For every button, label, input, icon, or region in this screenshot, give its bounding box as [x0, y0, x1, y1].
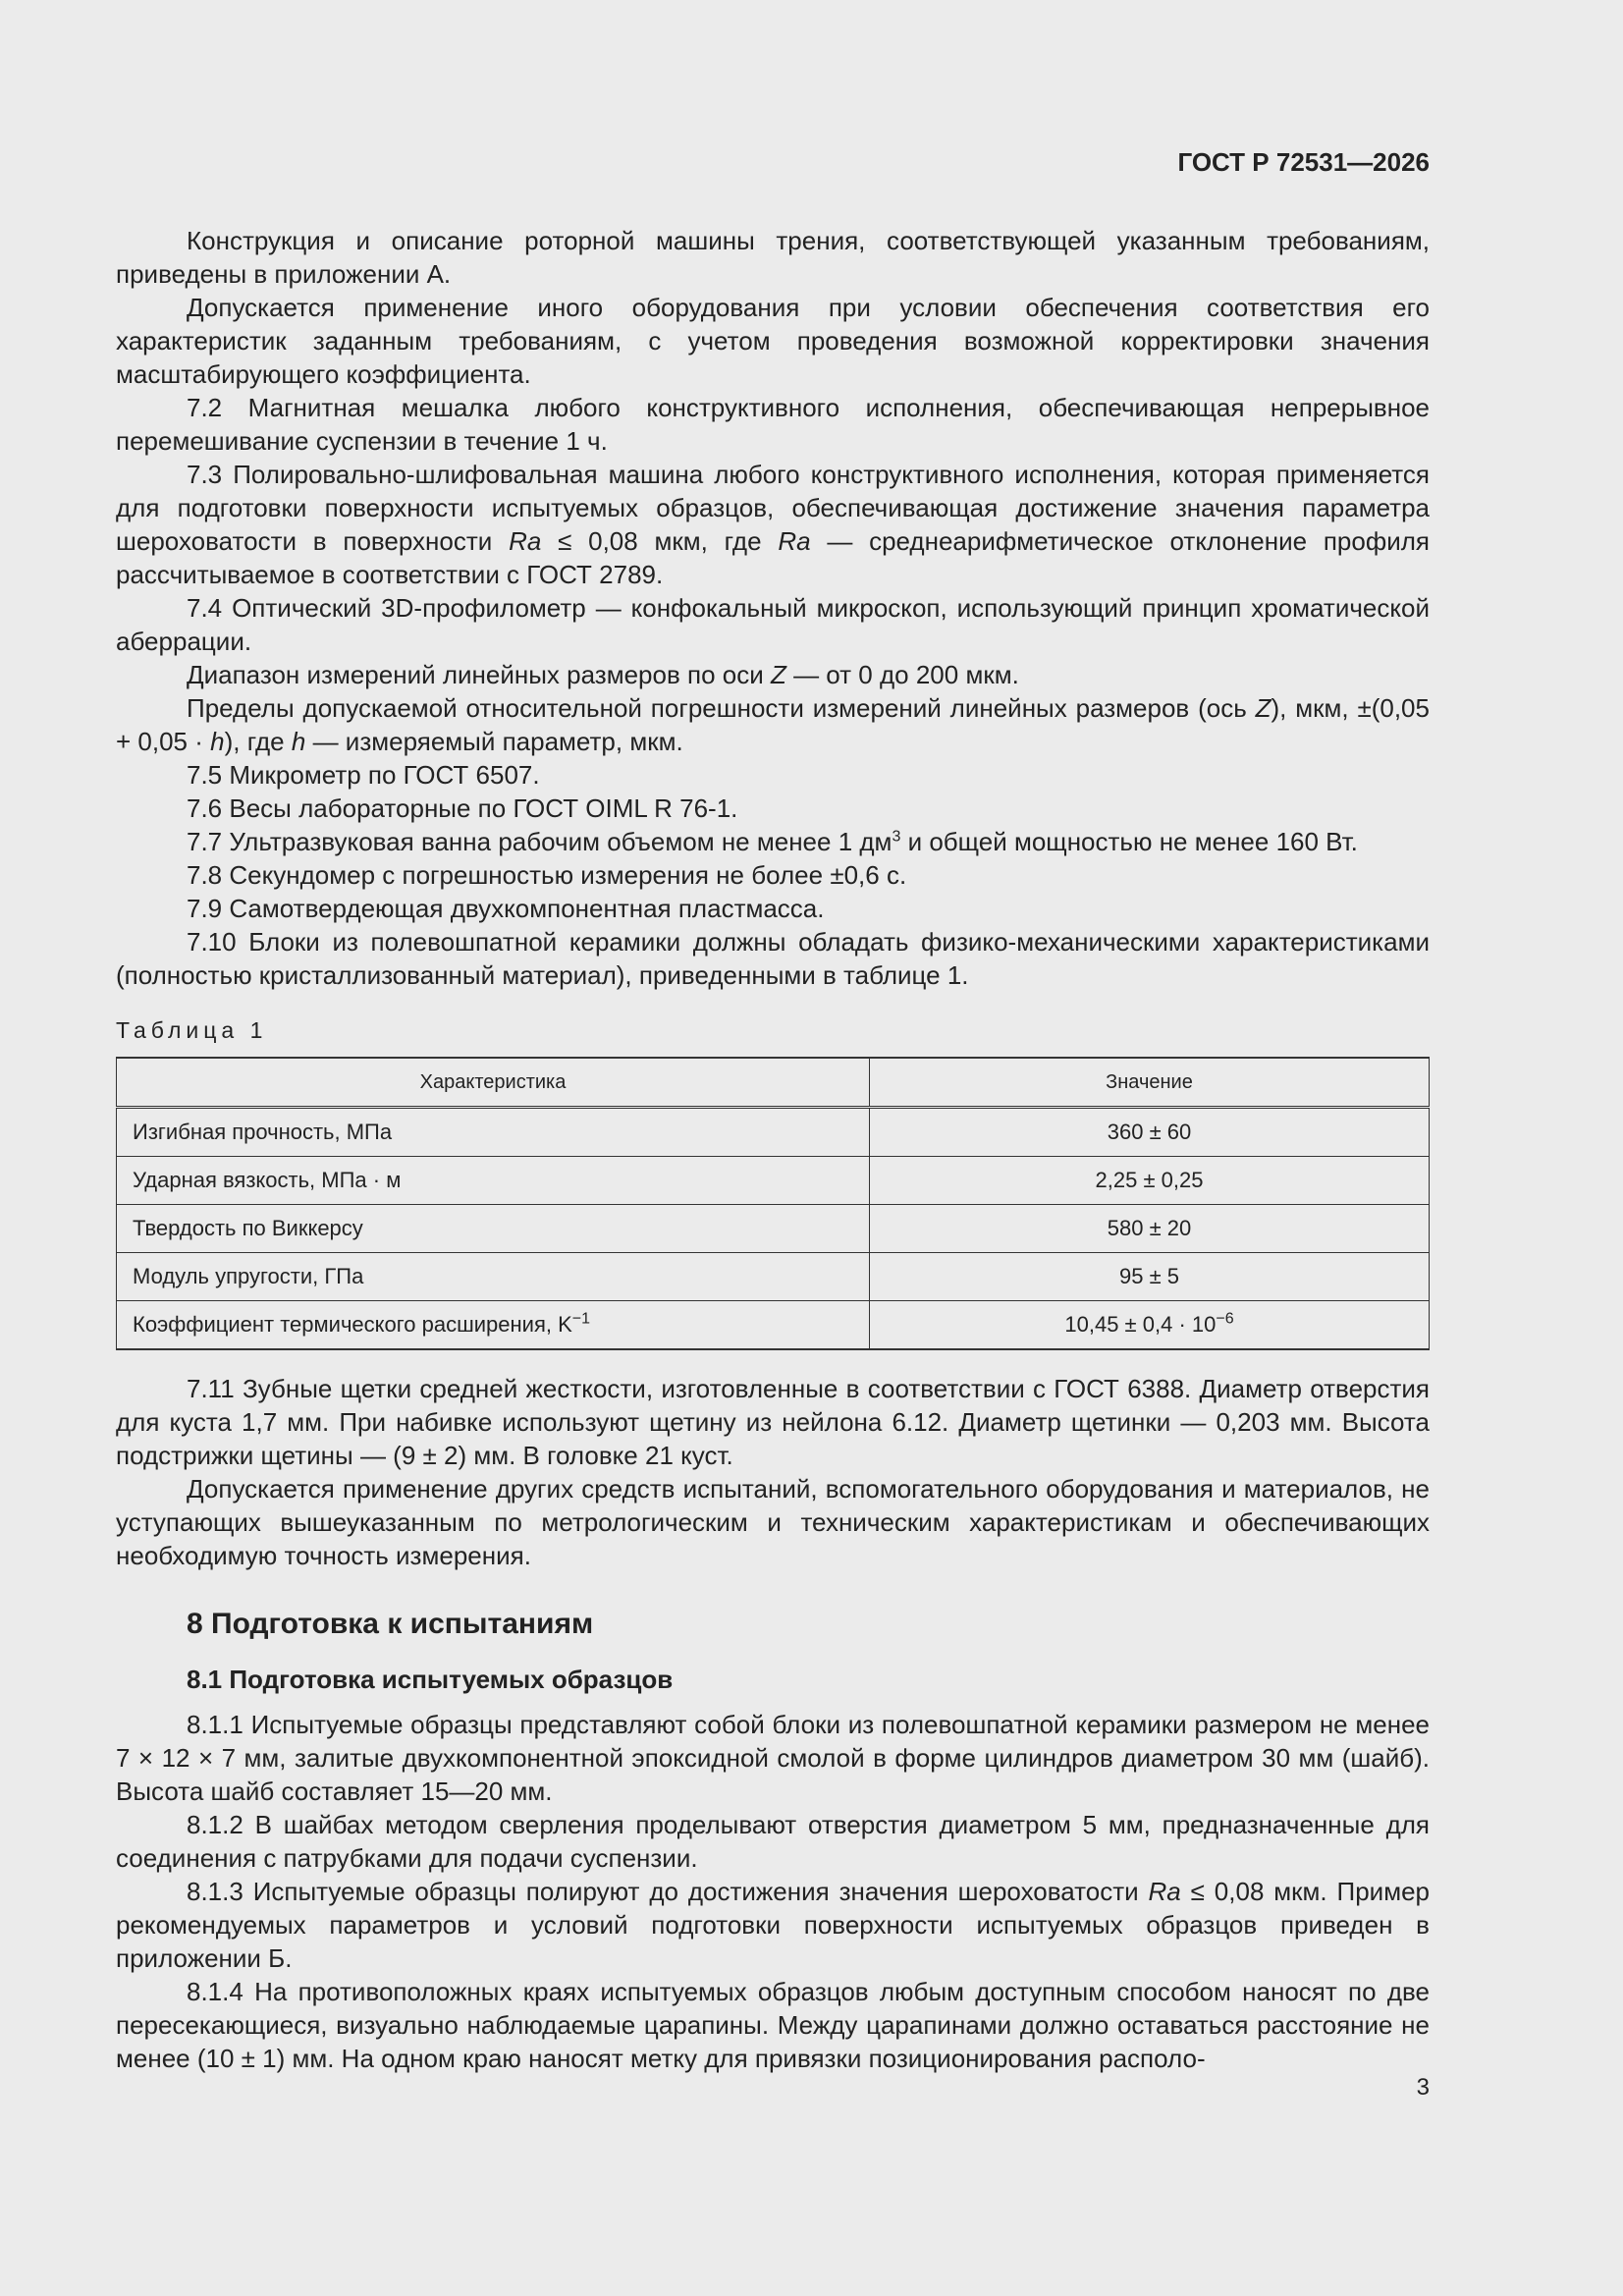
superscript: 3 [892, 828, 901, 846]
table-header-row [117, 1058, 1430, 1108]
value-cell: 95 ± 5 [870, 1253, 1430, 1301]
paragraph [116, 458, 1430, 591]
paragraph: Допускается применение других средств испытаний, вспомогательного оборудования и материалов, не уступающих вышеуказанным по метрологическим и техническим характеристикам и обеспечивающих необходимую точность измерения. [116, 1474, 1430, 1570]
text-fragment: ≤ 0,08 мкм, где [541, 526, 779, 556]
value-cell: 360 ± 60 [870, 1108, 1430, 1157]
paragraph: 7.11 Зубные щетки средней жесткости, изготовленные в соответствии с ГОСТ 6388. Диаметр отверстия для куста 1,7 мм. При набивке используют щетину из нейлона 6.12. Диаметр щетинки — 0,203 мм. Высота подстрижки щетины — (9 ± 2) мм. В головке 21 куст. [116, 1374, 1430, 1470]
table-row [117, 1301, 1430, 1350]
text-fragment: 7.3 Полировально-шлифовальная машина любого конструктивного исполнения, которая применяется для подготовки поверхности испытуемых образцов, обеспечивающая достижение значения параметра шероховатости в поверхности [116, 460, 1430, 556]
paragraph: 7.9 Самотвердеющая двухкомпонентная пластмасса. [187, 894, 825, 923]
characteristic-cell [117, 1301, 870, 1350]
ra-symbol: Ra [509, 526, 542, 556]
characteristic-cell: Ударная вязкость, МПа · м [117, 1157, 870, 1205]
paragraph: 8.1.2 В шайбах методом сверления проделывают отверстия диаметром 5 мм, предназначенные для соединения с патрубками для подачи суспензии. [116, 1810, 1430, 1873]
characteristic-cell: Твердость по Виккерсу [117, 1205, 870, 1253]
text-fragment: Диапазон измерений линейных размеров по оси [187, 660, 771, 689]
text-fragment: — от 0 до 200 мкм. [785, 660, 1019, 689]
ra-symbol: Ra [1148, 1877, 1181, 1906]
table-row [117, 1253, 1430, 1301]
text-fragment: Пределы допускаемой относительной погрешности измерений линейных размеров (ось [187, 693, 1256, 723]
z-symbol: Z [770, 660, 786, 689]
ra-symbol: Ra [778, 526, 811, 556]
paragraph: 7.2 Магнитная мешалка любого конструктивного исполнения, обеспечивающая непрерывное перемешивание суспензии в течение 1 ч. [116, 393, 1430, 456]
characteristic-cell: Модуль упругости, ГПа [117, 1253, 870, 1301]
text-fragment: — измеряемый параметр, мкм. [305, 727, 683, 756]
superscript: −6 [1216, 1310, 1234, 1328]
paragraph: 7.5 Микрометр по ГОСТ 6507. [187, 760, 540, 790]
paragraph: 8.1.1 Испытуемые образцы представляют собой блоки из полевошпатной керамики размером не менее 7 × 12 × 7 мм, залитые двухкомпонентной эпоксидной смолой в форме цилиндров диаметром 30 мм (шайб). Высота шайб составляет 15—20 мм. [116, 1710, 1430, 1806]
superscript: −1 [571, 1310, 591, 1328]
column-header-value: Значение [870, 1058, 1430, 1108]
table-row [117, 1205, 1430, 1253]
value-cell [870, 1301, 1430, 1350]
post-table-text [116, 1372, 1430, 1572]
page-number: 3 [1416, 2074, 1430, 2101]
paragraph: 8.1.4 На противоположных краях испытуемых образцов любым доступным способом наносят по две пересекающиеся, визуально наблюдаемые царапины. Между царапинами должно оставаться расстояние не менее (10 ± 1) мм. На одном краю наносят метку для привязки позиционирования располо- [116, 1977, 1430, 2073]
text-fragment: Коэффициент термического расширения, K [133, 1312, 572, 1337]
text-fragment: 7.7 Ультразвуковая ванна рабочим объемом не менее 1 дм [187, 827, 893, 856]
text-fragment: ), где [224, 727, 292, 756]
paragraph [116, 691, 1430, 758]
paragraph: Допускается применение иного оборудования при условии обеспечения соответствия его характеристик заданным требованиям, с учетом проведения возможной корректировки значения масштабирующего коэффициента. [116, 293, 1430, 389]
text-fragment: ), мкм, ±(0,05 + 0,05 · [116, 693, 1430, 756]
h-symbol: h [291, 727, 306, 756]
document-body [116, 224, 1430, 2075]
document-id-header: ГОСТ Р 72531—2026 [1177, 147, 1430, 177]
text-fragment: 10,45 ± 0,4 · 10 [1064, 1312, 1217, 1337]
paragraph [116, 1875, 1430, 1975]
z-symbol: Z [1255, 693, 1271, 723]
table-row [117, 1108, 1430, 1157]
column-header-characteristic: Характеристика [117, 1058, 870, 1108]
value-cell: 580 ± 20 [870, 1205, 1430, 1253]
text-fragment: ≤ 0,08 мкм. Пример рекомендуемых параметров и условий подготовки поверхности испытуемых образцов приведен в приложении Б. [116, 1877, 1430, 1973]
paragraph: 7.10 Блоки из полевошпатной керамики должны обладать физико-механическими характеристиками (полностью кристаллизованный материал), приведенными в таблице 1. [116, 927, 1430, 990]
table-caption: Таблица 1 [116, 1017, 268, 1043]
paragraph [116, 658, 1430, 691]
paragraph: 7.4 Оптический 3D-профилометр — конфокальный микроскоп, использующий принцип хроматической аберрации. [116, 593, 1430, 656]
h-symbol: h [210, 727, 225, 756]
text-fragment: 8.1.3 Испытуемые образцы полируют до достижения значения шероховатости [187, 1877, 1149, 1906]
text-fragment: — среднеарифметическое отклонение профиля рассчитываемое в соответствии с ГОСТ 2789. [116, 526, 1430, 589]
section-heading: 8 Подготовка к испытаниям [187, 1608, 594, 1640]
paragraph: 7.8 Секундомер с погрешностью измерения не более ±0,6 с. [187, 860, 907, 890]
subsection-heading: 8.1 Подготовка испытуемых образцов [187, 1665, 674, 1694]
paragraph [116, 825, 1430, 858]
paragraph: Конструкция и описание роторной машины трения, соответствующей указанным требованиям, приведены в приложении А. [116, 226, 1430, 289]
properties-table [116, 1057, 1430, 1350]
value-cell: 2,25 ± 0,25 [870, 1157, 1430, 1205]
paragraph: 7.6 Весы лабораторные по ГОСТ OIML R 76-1. [187, 793, 738, 823]
table-row [117, 1157, 1430, 1205]
characteristic-cell: Изгибная прочность, МПа [117, 1108, 870, 1157]
text-fragment: и общей мощностью не менее 160 Вт. [900, 827, 1358, 856]
